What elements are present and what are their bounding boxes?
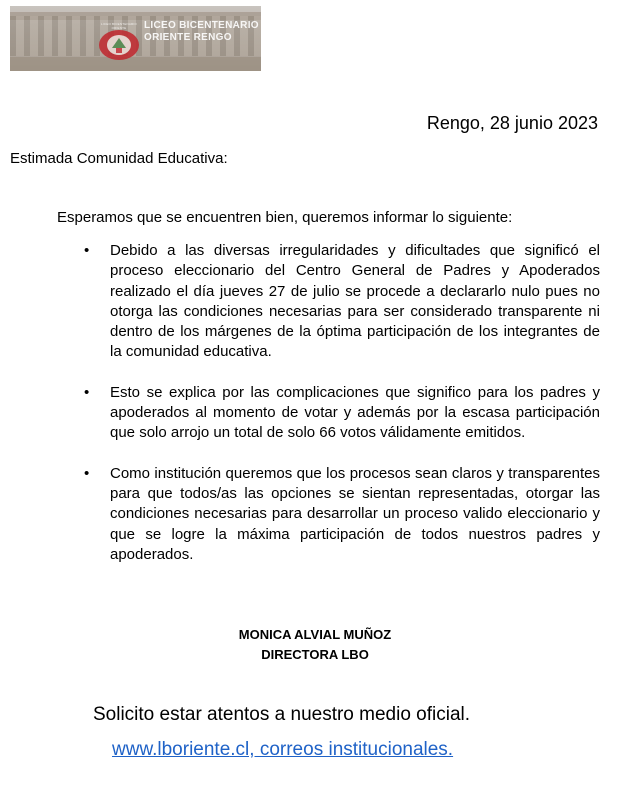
greeting: Estimada Comunidad Educativa:	[10, 150, 228, 167]
school-name-line2: ORIENTE RENGO	[144, 32, 232, 43]
bullet-icon: •	[84, 383, 90, 401]
signature-title: DIRECTORA LBO	[261, 647, 369, 662]
crest-caption: LICEO BICENTENARIO ORIENTE	[101, 22, 137, 30]
signature-block	[0, 625, 630, 665]
footer-notice: Solicito estar atentos a nuestro medio oficial.	[93, 704, 471, 725]
bullet-icon: •	[84, 464, 90, 482]
school-crest-icon	[96, 28, 142, 62]
signature-name: MONICA ALVIAL MUÑOZ	[238, 627, 392, 642]
bullet-icon: •	[84, 242, 90, 259]
school-name-line1: LICEO BICENTENARIO	[144, 20, 259, 31]
letter-date: Rengo, 28 junio 2023	[426, 113, 598, 133]
school-name	[144, 20, 259, 44]
intro-paragraph: Esperamos que se encuentren bien, queremos informar lo siguiente:	[57, 209, 513, 226]
bullet-list	[84, 241, 600, 585]
website-link[interactable]: www.lboriente.cl, correos institucionales.	[112, 739, 454, 760]
list-item	[84, 383, 600, 444]
list-item-text: Como institución queremos que los procesos sean claros y transparentes para que todos/as las opciones se sientan representadas, otorgar las condiciones necesarias para desarrollar un proceso valido eleccionario y que se logre la máxima participación de todos nuestros padres y apoderados.	[110, 464, 600, 563]
list-item	[84, 241, 600, 363]
header-banner	[10, 6, 261, 71]
list-item-text: Esto se explica por las complicaciones que significo para los padres y apoderados al momento de votar y además por la escasa participación que solo arrojo un total de solo 66 votos válidamente emitidos.	[110, 383, 600, 442]
list-item-text: Debido a las diversas irregularidades y dificultades que significó el proceso eleccionario del Centro General de Padres y Apoderados realizado el día jueves 27 de julio se procede a declararlo nulo pues no otorga las condiciones necesarias para ser considerado transparente ni dentro de los márgenes de la óptima participación de los integrantes de la comunidad educativa.	[110, 242, 600, 361]
list-item	[84, 464, 600, 565]
